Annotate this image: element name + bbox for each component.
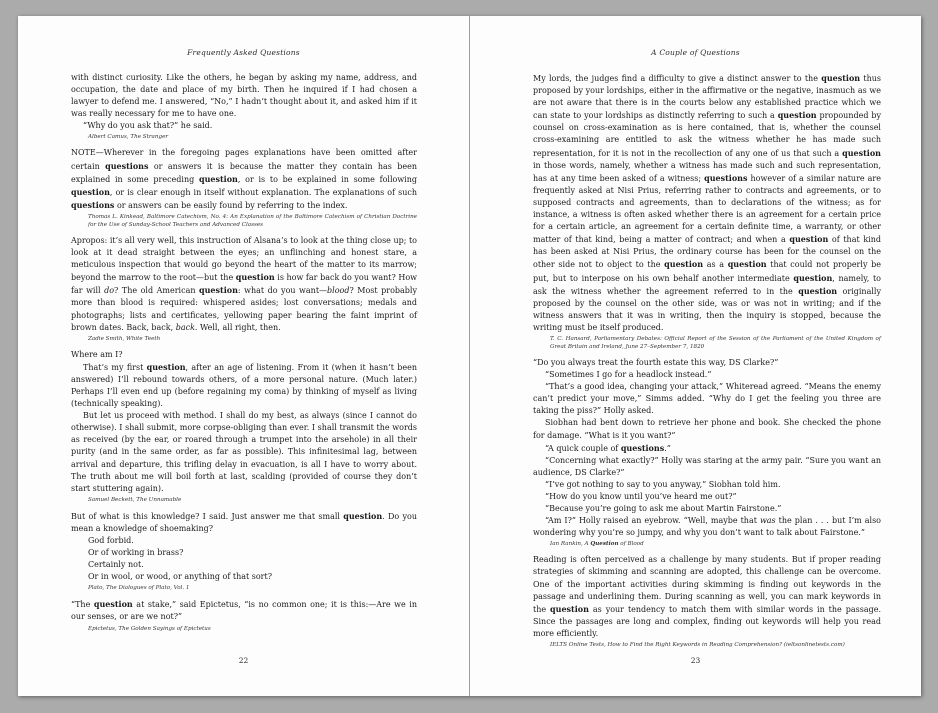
text-run: Zadie Smith, White Teeth	[88, 335, 161, 342]
text-run: propounded by counsel on cross-examination as is here contained, that is, whether the counsel cross-examining are entitled to ask the witness whether he has made such representation, for it is not in the recollection of any one of us that such a	[533, 111, 881, 158]
text-run: is how far back do you want? How far will	[71, 273, 418, 296]
text-run: that could not properly be put, but to interpose on his own behalf another intermediate	[533, 260, 881, 283]
paragraph	[71, 510, 417, 535]
text-run: Siobhan had bent down to retrieve her phone and book. She checked the phone for damage. “What is it you want?”	[533, 418, 881, 440]
quote-block	[71, 235, 417, 343]
quote-block	[71, 72, 417, 141]
paragraph	[533, 369, 881, 381]
text-run: Epictetus, The Golden Sayings of Epictetus	[88, 625, 211, 632]
paragraph	[533, 479, 881, 491]
source-attribution	[71, 496, 417, 504]
text-run: , or is clear enough in itself without explanation. The explanations of such	[109, 187, 417, 197]
keyword-highlight: questions	[620, 442, 665, 453]
paragraph	[71, 147, 417, 211]
emphasis-text: blood	[327, 286, 350, 296]
text-run: Samuel Beckett, The Unnamable	[88, 496, 182, 503]
paragraph	[71, 72, 417, 120]
text-run: “I’ve got nothing to say to you anyway,” Siobhan told him.	[545, 479, 781, 489]
source-attribution	[71, 584, 417, 592]
text-run: Apropos: it’s all very well, this instruction of Alsana’s to look at the thing close up; to look at it dead straight between the eyes; an unflinching and honest stare, a meticulous inspection that would go beyond the heart of the matter to its marrow; beyond the marrow to the root—but the	[71, 235, 417, 283]
text-run: Reading is often perceived as a challenge by many students. But if proper reading strategies of skimming and scanning are adopted, this challenge can be overcome. One of the important activities during skimming is finding out keywords in the passage and underlining them. During scanning as well, you can mark keywords in the	[533, 555, 881, 614]
emphasis-text: back	[175, 322, 195, 332]
text-run: as a	[703, 260, 728, 270]
text-run: .”	[664, 443, 671, 453]
text-run: “Concerning what exactly?” Holly was staring at the army pair. “Sure you want an audience, DS Clarke?”	[533, 455, 881, 477]
text-run: or answers can be easily found by referring to the index.	[114, 200, 348, 210]
keyword-highlight: question	[235, 272, 275, 283]
source-attribution	[71, 625, 417, 633]
text-run: at stake,” said Epictetus, “is no common one; it is this:—Are we in our senses, or are we not?”	[71, 600, 417, 622]
page-number: 22	[238, 656, 249, 665]
text-run: , or is to be explained in some following	[237, 174, 418, 184]
source-attribution	[71, 335, 417, 343]
text-run: originally proposed by the counsel on the other side, was or was not in writing; and if the witness answers that it was in writing, then the inquiry is stopped, because the writing must be itself produced.	[533, 286, 881, 332]
text-run: T. C. Hansard, Parliamentary Debates: Official Report of the Session of the Parliament of the United Kingdom of Great Britain and Ireland, June 27–September 7, 1820	[550, 335, 881, 350]
text-run: . Well, all right, then.	[194, 322, 281, 332]
keyword-highlight: questions	[105, 160, 149, 171]
text-run: “That’s a good idea, changing your attack,” Whiteread agreed. “Means the enemy can’t predict your move,” Simms added. “Why do I get the feeling you three are taking the piss?” Holly asked.	[533, 382, 881, 416]
paragraph	[533, 554, 881, 640]
quote-block	[533, 357, 881, 548]
text-run: in those words, namely, whether a witness has made such and such representation, has at any time been asked of a witness;	[533, 160, 881, 183]
text-run: or answers it is because the matter they contain has been explained in some preceding	[71, 161, 418, 184]
keyword-highlight: question	[777, 110, 817, 121]
text-run: the plan . . . but I’m also wondering why you’re so jumpy, and why you don’t want to talk about Fairstone.”	[533, 516, 881, 538]
keyword-highlight: question	[550, 603, 589, 614]
keyword-highlight: question	[146, 361, 186, 372]
text-run: , namely, to ask the witness whether the agreement referred to in the	[533, 273, 881, 296]
text-run: Ian Rankin, A	[550, 541, 591, 548]
emphasis-text: was	[759, 516, 776, 526]
source-attribution	[71, 133, 417, 141]
source-attribution	[533, 335, 881, 351]
dialogue-line: Or in wool, or wood, or anything of that sort?	[88, 572, 273, 582]
text-run: My lords, the judges find a difficulty to give a distinct answer to the	[533, 74, 822, 83]
text-run: with distinct curiosity. Like the others, he began by asking my name, address, and occupation, the date and place of my birth. Then he inquired if I had chosen a lawyer to defend me. I answered, “No,” I hadn’t thought about it, and asked him if it was really necessary for me to have one.	[71, 73, 417, 119]
right-page	[470, 16, 921, 696]
dialogue-line: Or of working in brass?	[88, 548, 184, 558]
keyword-highlight: question	[821, 73, 861, 83]
paragraph	[533, 455, 881, 479]
paragraph	[533, 72, 881, 334]
keyword-highlight: question	[198, 173, 238, 184]
text-run: ? Most probably more than blood is required: whispered asides; lost conversations; medals and photographs; lists and certificates, yellowing paper bearing the faint imprint of brown dates. Back, back,	[71, 286, 417, 332]
page-body	[71, 72, 417, 639]
text-run: however of a similar nature are frequently asked at Nisi Prius, referring rather to contracts and agreements, or to supposed contracts and agreements, than to declarations of the witness; as for instance, a witness is often asked whether there is an agreement for a certain price for a certain article, an agreement for a certain definite time, a warranty, or other matter of that kind, being a matter of contract; and when a	[533, 173, 881, 245]
text-run: “Do you always treat the fourth estate this way, DS Clarke?”	[533, 357, 779, 367]
text-run: . Do you mean a knowledge of shoemaking?	[71, 511, 417, 533]
text-run: of that kind has been asked at Nisi Prius, the ordinary course has been for the counsel on the other side not to object to the	[533, 235, 882, 270]
paragraph	[533, 491, 881, 503]
text-run: “The	[71, 600, 94, 610]
text-run: of Blood	[618, 541, 644, 548]
paragraph	[71, 361, 417, 410]
quote-block	[71, 510, 417, 593]
paragraph	[71, 349, 417, 361]
text-run: That’s my first	[83, 362, 147, 372]
source-attribution	[533, 540, 881, 548]
keyword-highlight: question	[199, 285, 238, 296]
keyword-highlight: question	[343, 510, 383, 521]
text-run: , after an age of listening. From it (when it hasn’t been answered) I’ll rebound towards others, of a more personal nature. (Much later.) Perhaps I’ll even end up (before regaining my coma) by thinking of myself as living (technically speaking).	[71, 362, 417, 409]
keyword-highlight: Question	[590, 541, 619, 548]
emphasis-text: do	[104, 286, 115, 296]
text-run: “Sometimes I go for a headlock instead.”	[545, 370, 712, 380]
keyword-highlight: question	[842, 147, 881, 158]
quote-block	[71, 349, 417, 504]
keyword-highlight: question	[71, 186, 110, 197]
left-page	[18, 16, 469, 696]
quote-block	[71, 147, 417, 228]
running-head: Frequently Asked Questions	[187, 48, 300, 57]
keyword-highlight: questions	[71, 199, 115, 210]
text-run: But of what is this knowledge? I said. Just answer me that small	[71, 511, 344, 521]
quote-block	[533, 72, 881, 351]
quote-block	[71, 598, 417, 632]
keyword-highlight: questions	[704, 172, 748, 183]
text-run: as your tendency to match them with similar words in the passage. Since the passages are long and complex, finding out keywords will help you read more efficiently.	[533, 604, 881, 638]
paragraph	[533, 515, 881, 539]
text-run: “Why do you ask that?” he said.	[83, 121, 213, 131]
book-spread	[18, 16, 921, 696]
quote-block	[533, 554, 881, 649]
source-attribution	[71, 213, 417, 229]
paragraph	[71, 598, 417, 623]
text-run: Plato, The Dialogues of Plato, Vol. 1	[88, 585, 190, 592]
paragraph	[533, 442, 881, 455]
dialogue-line: God forbid.	[88, 536, 134, 545]
text-run: thus proposed by your lordships, either in the affirmative or the negative, inasmuch as we are not aware that there is in the courts below any established practice which we can state to your lordships as distinctly referring to such a	[533, 74, 882, 121]
keyword-highlight: question	[727, 259, 767, 270]
source-attribution	[533, 641, 881, 649]
running-head: A Couple of Questions	[651, 48, 740, 57]
paragraph	[71, 235, 417, 334]
keyword-highlight: question	[93, 599, 133, 610]
text-run: Albert Camus, The Stranger	[88, 134, 169, 141]
text-run: NOTE—Wherever in the foregoing pages explanations have been omitted after certain	[71, 148, 417, 171]
paragraph	[533, 503, 881, 515]
paragraph	[533, 357, 881, 369]
keyword-highlight: question	[789, 234, 829, 245]
paragraph	[533, 417, 881, 441]
page-number: 23	[690, 656, 701, 665]
text-run: IELTS Online Tests, How to Find the Right Keywords in Reading Comprehension? (ieltsonlinetests.com)	[550, 642, 845, 649]
text-run: “How do you know until you’ve heard me out?”	[545, 492, 737, 501]
paragraph	[71, 120, 417, 132]
keyword-highlight: question	[798, 285, 838, 296]
text-run: But let us proceed with method. I shall do my best, as always (since I cannot do otherwise). I shall submit, more corpse-obliging than ever. I shall transmit the words as received (by the ear, or roared through a trumpet into the arsehole) in all their purity (and in the same order, as far as possible). This infinitesimal lag, between arrival and departure, this trifling delay in evacuation, is all I have to worry about. The truth about me will boil forth at last, scalding (provided of course they don’t start stuttering again).	[71, 411, 417, 493]
text-run: “A quick couple of	[545, 443, 621, 453]
keyword-highlight: question	[664, 259, 704, 270]
text-run: “Am I?” Holly raised an eyebrow. “Well, maybe that	[545, 516, 760, 526]
text-run: Thomas L. Kinkead, Baltimore Catechism, No. 4: An Explanation of the Baltimore Catechism of Christian Doctrine for the Use of Sunday-School Teachers and Advanced Classes	[88, 213, 417, 228]
dialogue-line: Certainly not.	[88, 560, 144, 570]
text-run: Where am I?	[71, 349, 123, 359]
paragraph	[533, 381, 881, 417]
text-run: : what do you want—	[237, 286, 328, 296]
page-body	[533, 72, 881, 655]
keyword-highlight: question	[793, 272, 833, 283]
text-run: “Because you’re going to ask me about Martin Fairstone.”	[545, 504, 782, 514]
text-run: ? The old American	[114, 286, 199, 296]
paragraph	[71, 410, 417, 495]
